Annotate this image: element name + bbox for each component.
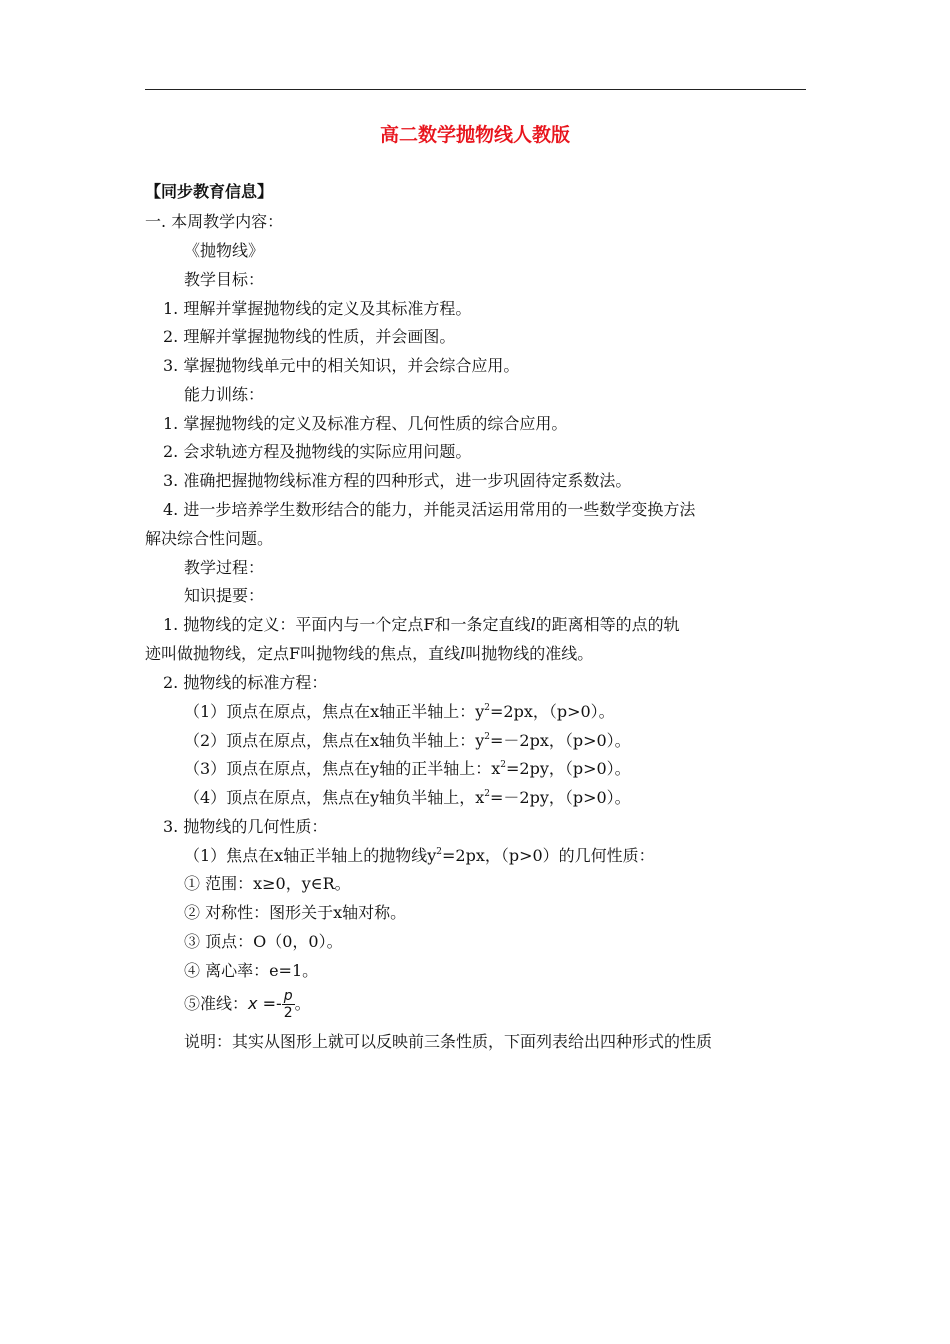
page-title: 高二数学抛物线人教版 [379, 124, 570, 146]
definition-text: 叫抛物线的准线。 [465, 644, 594, 663]
property-item: ② 对称性：图形关于x轴对称。 [184, 903, 407, 922]
ability-item: 3. 准确把握抛物线标准方程的四种形式，进一步巩固待定系数法。 [163, 471, 632, 490]
standard-equation-heading: 2. 抛物线的标准方程： [163, 673, 328, 692]
process-heading: 教学过程： [184, 558, 265, 577]
equation-text: （2）顶点在原点，焦点在x轴负半轴上：y [184, 731, 485, 750]
section-header: 【同步教育信息】 [145, 182, 274, 201]
directrix-end: 。 [294, 994, 311, 1013]
directrix-equals: =- [257, 994, 282, 1013]
standard-equation [184, 758, 631, 780]
exponent: 2 [484, 789, 490, 799]
goal-item: 1. 理解并掌握抛物线的定义及其标准方程。 [163, 299, 472, 318]
equation-text: =－2py，（p>0）。 [489, 788, 631, 807]
equation-text: =2px，（p>0）。 [489, 702, 615, 721]
definition-line [145, 643, 593, 665]
header-rule [145, 89, 806, 90]
directrix-fraction [282, 988, 295, 1021]
equation-text: （3）顶点在原点，焦点在y轴的正半轴上：x [184, 759, 501, 778]
goal-item: 2. 理解并掌握抛物线的性质，并会画图。 [163, 327, 456, 346]
equation-text: （4）顶点在原点，焦点在y轴负半轴上，x [184, 788, 485, 807]
topic: 《抛物线》 [184, 241, 265, 260]
directrix-variable: x [248, 994, 258, 1013]
definition-text: 迹叫做抛物线，定点F叫抛物线的焦点，直线 [145, 644, 461, 663]
fraction-numerator: p [282, 988, 295, 1005]
line-symbol: l [530, 615, 536, 634]
goals-heading: 教学目标： [184, 270, 265, 289]
geometry-heading: 3. 抛物线的几何性质： [163, 817, 328, 836]
standard-equation [184, 787, 631, 809]
ability-item-cont: 解决综合性问题。 [145, 529, 274, 548]
ability-heading: 能力训练： [184, 385, 265, 404]
equation-text: （1）顶点在原点，焦点在x轴正半轴上：y [184, 702, 485, 721]
exponent: 2 [500, 760, 506, 770]
goal-item: 3. 掌握抛物线单元中的相关知识，并会综合应用。 [163, 356, 520, 375]
equation-text: =2py，（p>0）。 [505, 759, 631, 778]
definition-text: 的距离相等的点的轨 [535, 615, 680, 634]
definition-text: 1. 抛物线的定义：平面内与一个定点F和一条定直线 [163, 615, 531, 634]
part-heading: 一. 本周教学内容： [145, 212, 284, 231]
equation-text: =－2px，（p>0）。 [489, 731, 631, 750]
exponent: 2 [484, 703, 490, 713]
note-text: 说明：其实从图形上就可以反映前三条性质，下面列表给出四种形式的性质 [184, 1032, 713, 1051]
knowledge-heading: 知识提要： [184, 586, 265, 605]
geometry-text: （1）焦点在x轴正半轴上的抛物线y [184, 846, 437, 865]
directrix-line [184, 986, 311, 1022]
ability-item: 1. 掌握抛物线的定义及标准方程、几何性质的综合应用。 [163, 414, 568, 433]
ability-item: 4. 进一步培养学生数形结合的能力，并能灵活运用常用的一些数学变换方法 [163, 500, 696, 519]
property-item: ① 范围：x≥0，y∈R。 [184, 874, 351, 893]
exponent: 2 [436, 847, 442, 857]
exponent: 2 [484, 732, 490, 742]
fraction-denominator: 2 [283, 1005, 293, 1021]
geometry-subheading [184, 845, 655, 867]
directrix-label: ⑤准线： [184, 994, 249, 1013]
definition-line [163, 614, 680, 636]
standard-equation [184, 730, 631, 752]
property-item: ③ 顶点：O（0，0）。 [184, 932, 343, 951]
line-symbol: l [460, 644, 466, 663]
standard-equation [184, 701, 615, 723]
ability-item: 2. 会求轨迹方程及抛物线的实际应用问题。 [163, 442, 472, 461]
property-item: ④ 离心率：e=1。 [184, 961, 319, 980]
geometry-text: =2px，（p>0）的几何性质： [441, 846, 655, 865]
